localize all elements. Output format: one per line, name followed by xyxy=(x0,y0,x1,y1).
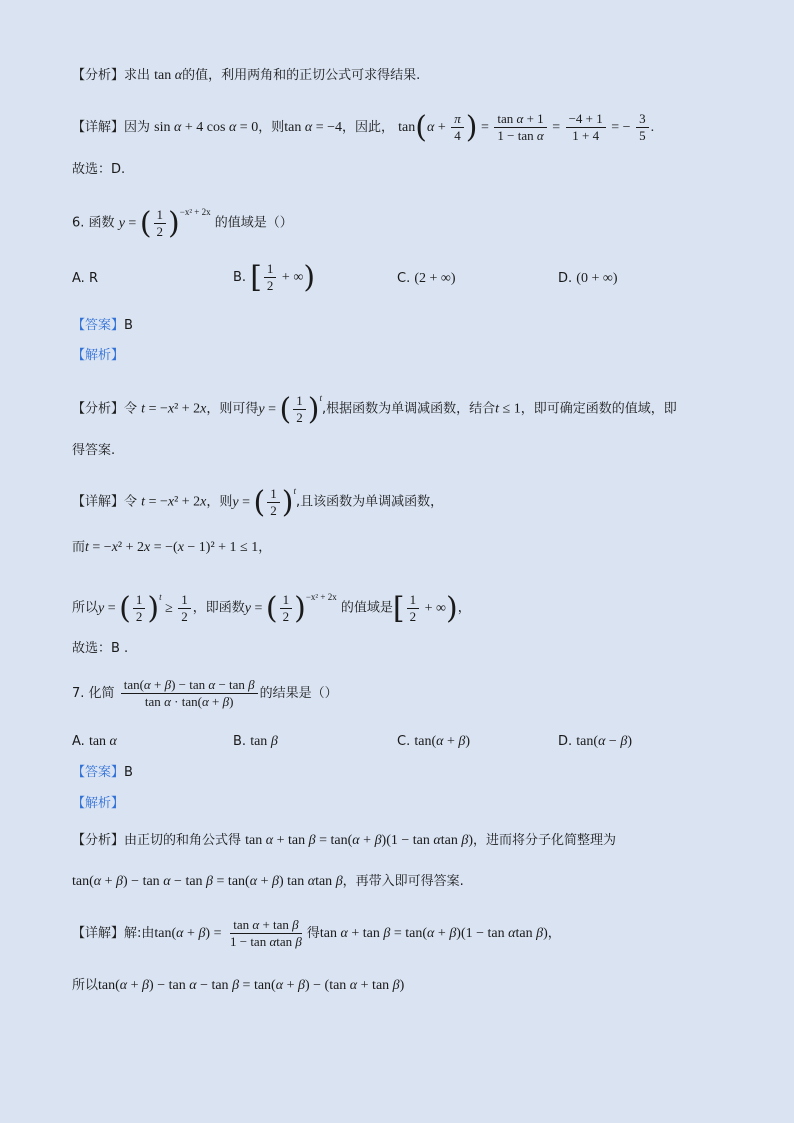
p5-analysis-text: 求出 xyxy=(124,68,151,83)
answer-value: B xyxy=(124,318,133,333)
option-label: A. xyxy=(72,734,85,749)
p5-choice: 故选：D. xyxy=(72,162,126,177)
formula: tan(α − β) xyxy=(576,734,632,749)
text: ， xyxy=(258,540,272,555)
formula: t = −x² + 2x xyxy=(141,401,207,417)
text: ，即函数 xyxy=(192,600,245,616)
text: 所以 xyxy=(72,978,99,993)
detail-tag: 【详解】 xyxy=(72,926,125,941)
q6-analysis-line1 xyxy=(72,384,754,427)
formula: t ≤ 1 xyxy=(495,401,521,417)
text: ，则 xyxy=(206,494,233,510)
analysis-tag: 【分析】 xyxy=(72,833,125,848)
q6-analysis-line2: 得答案. xyxy=(72,443,116,458)
q7-detail-line2 xyxy=(72,976,754,996)
text: ，则可得 xyxy=(206,401,259,417)
text: 令 xyxy=(124,494,138,510)
answer-tag: 【答案】 xyxy=(72,318,125,333)
q6-stem xyxy=(72,198,754,241)
q6-option-d xyxy=(558,269,618,289)
q6-detail-line1 xyxy=(72,477,754,520)
question-number: 7. xyxy=(72,686,85,701)
formula: y = ( $\frac{1}{2}$ )$^{-x^2 + 2x}$ xyxy=(244,590,337,626)
p5-detail-line xyxy=(72,108,754,148)
option-label: C. xyxy=(397,271,411,286)
formula: tan α + tan β = tan(α + β)(1 − tan αtan β) xyxy=(245,833,473,848)
p5-analysis-line xyxy=(72,66,754,86)
text: ， xyxy=(547,926,561,941)
formula: (2 + ∞) xyxy=(414,271,456,286)
answer-value: B xyxy=(124,765,133,780)
text: 得 xyxy=(306,926,320,941)
formula: (0 + ∞) xyxy=(576,271,618,286)
formula: y = ( $\frac{1}{2}$ )$^t$ xyxy=(232,484,296,520)
text: 函数 xyxy=(88,215,115,231)
option-label: D. xyxy=(558,271,573,286)
q6-explain xyxy=(72,346,754,366)
explain-tag: 【解析】 xyxy=(72,796,125,811)
detail-tag: 【详解】 xyxy=(72,494,125,510)
q6-choice: 故选：B . xyxy=(72,641,129,656)
explain-tag: 【解析】 xyxy=(72,348,125,363)
q7-option-b xyxy=(233,732,278,752)
p5-analysis-text2: 的值，利用两角和的正切公式可求得结果. xyxy=(182,68,421,83)
q6-detail-line3 xyxy=(72,583,754,626)
q7-option-d xyxy=(558,732,632,752)
option-label: B. xyxy=(233,734,247,749)
analysis-tag: 【分析】 xyxy=(72,401,125,417)
formula: [ $\frac{1}{2}$ + ∞) xyxy=(250,259,316,295)
q7-detail-line1 xyxy=(72,912,754,956)
text: 所以 xyxy=(72,600,99,616)
text: 的结果是（） xyxy=(259,686,338,701)
q6-option-c xyxy=(397,269,456,289)
q6-detail-line2 xyxy=(72,538,754,558)
option-label: A. xyxy=(72,271,85,286)
formula: tan(α + β) − tan α − tan β = tan(α + β) tan αtan β xyxy=(72,874,343,889)
formula: tan α xyxy=(88,734,117,749)
text: 因为 xyxy=(124,120,151,135)
text: 解:由 xyxy=(124,926,155,941)
text: 令 xyxy=(124,401,138,417)
text: 而 xyxy=(72,540,86,555)
formula: tan α = −4 xyxy=(284,120,342,135)
text: ，再带入即可得答案. xyxy=(342,874,464,889)
q6-option-b xyxy=(233,258,315,298)
formula: tan(α + β) − tan α − tan β = tan(α + β) − (tan α + tan β) xyxy=(98,978,405,993)
option-label: C. xyxy=(397,734,411,749)
q7-analysis-line2 xyxy=(72,872,754,892)
formula: sin α + 4 cos α = 0 xyxy=(154,120,259,135)
text: ，因此， xyxy=(341,120,394,135)
formula: tan(α + $\frac{\pi}{4}$ ) = $\frac{\text{tan α + 1}}{\text{1 − tan α}}$ = $\frac{-4 + 1}{1 + 4}$ = − $\frac{3}{5}$ . xyxy=(398,109,655,145)
formula: y = ( $\frac{1}{2}$ )$^t$ xyxy=(258,391,322,427)
text: 由正切的和角公式得 xyxy=(124,833,242,848)
answer-tag: 【答案】 xyxy=(72,765,125,780)
formula: t = −x² + 2x = −(x − 1)² + 1 ≤ 1 xyxy=(85,540,259,555)
formula: tan β xyxy=(250,734,278,749)
q7-stem xyxy=(72,674,754,714)
formula: y = ( $\frac{1}{2}$ )$^{-x^2 + 2x}$ xyxy=(118,205,211,241)
formula: tan α + tan β = tan(α + β)(1 − tan αtan β) xyxy=(319,926,548,941)
text: ，即可确定函数的值域，即 xyxy=(520,401,677,417)
option-label: B. xyxy=(233,270,247,285)
q7-analysis-line1 xyxy=(72,831,754,851)
text: ，则 xyxy=(258,120,285,135)
formula: tan(α + β) = $\frac{\text{tan α + tan β}}{\text{1 − tan αtan β}}$ xyxy=(154,917,302,950)
option-label: D. xyxy=(558,734,573,749)
text: 的值域是（） xyxy=(214,215,293,231)
q7-option-c xyxy=(397,732,470,752)
formula: tan(α + β) xyxy=(414,734,471,749)
text: 化简 xyxy=(88,686,115,701)
option-text: R xyxy=(88,271,98,286)
text: ,根据函数为单调减函数，结合 xyxy=(321,401,496,417)
q7-explain xyxy=(72,794,754,814)
formula: [ $\frac{1}{2}$ + ∞) xyxy=(392,590,458,626)
formula: $\frac{\text{tan(α + β) − tan α − tan β}}{\text{tan α · tan(α + β)}}$ xyxy=(119,686,260,701)
text: ， xyxy=(457,600,471,616)
text: ,且该函数为单调减函数， xyxy=(295,494,444,510)
analysis-tag: 【分析】 xyxy=(72,68,125,83)
text: ，进而将分子化简整理为 xyxy=(473,833,617,848)
q6-answer xyxy=(72,316,754,336)
formula: t = −x² + 2x xyxy=(141,494,207,510)
q6-option-a xyxy=(72,269,98,289)
q7-option-a xyxy=(72,732,117,752)
q7-answer xyxy=(72,763,754,783)
detail-tag: 【详解】 xyxy=(72,120,125,135)
formula: y = ( $\frac{1}{2}$ )$^t$ ≥ $\frac{1}{2}$ xyxy=(98,601,193,616)
text: 的值域是 xyxy=(340,600,393,616)
formula: tan α xyxy=(154,68,183,83)
question-number: 6. xyxy=(72,215,85,231)
